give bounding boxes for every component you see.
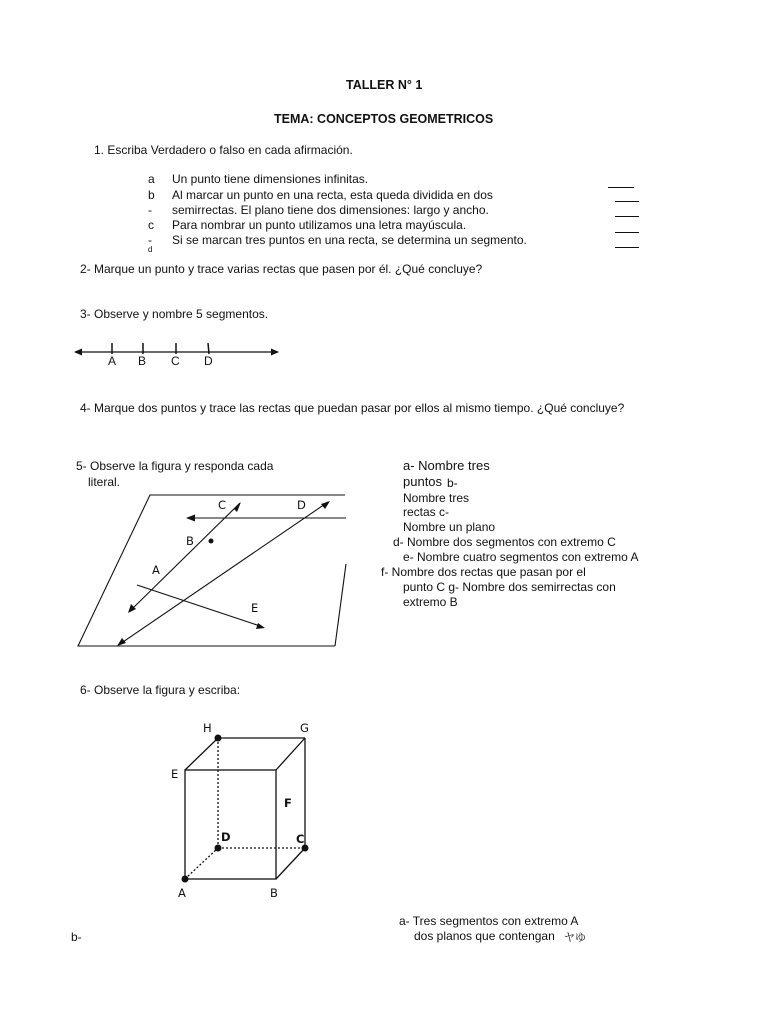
q1-item-text: Para nombrar un punto utilizamos una letra mayúscula. <box>172 218 467 232</box>
q1-item-text: Un punto tiene dimensiones infinitas. <box>172 172 369 186</box>
q6-literal-b-marker: b- <box>71 930 82 944</box>
cube-label-b: B <box>270 886 278 900</box>
cube-label-f: F <box>284 796 292 810</box>
figure-label-b: B <box>186 534 194 548</box>
q1-item-marker: b <box>148 188 155 202</box>
cube-label-c: C <box>296 832 305 846</box>
q5-literal-c-cont: Nombre un plano <box>403 520 496 534</box>
q1-item-marker: - <box>148 203 152 217</box>
q1-item-text: Al marcar un punto en una recta, esta queda dividida en dos <box>172 188 493 202</box>
page-subtitle: TEMA: CONCEPTOS GEOMETRICOS <box>274 112 494 126</box>
figure-label-d: D <box>297 498 306 512</box>
cube-figure <box>170 730 320 890</box>
plane-figure <box>70 488 355 653</box>
q6-literal-b: dos planos que contengan <box>414 929 555 943</box>
q5-literal-e: e- Nombre cuatro segmentos con extremo A <box>403 550 639 564</box>
q5-literal-a-cont: puntos <box>403 474 443 489</box>
answer-blank[interactable] <box>615 216 639 217</box>
question-4: 4- Marque dos puntos y trace las rectas que puedan pasar por ellos al mismo tiempo. ¿Qué concluye? <box>80 401 625 415</box>
question-5-line-1: 5- Observe la figura y responda cada <box>76 459 274 473</box>
q5-literal-d: d- Nombre dos segmentos con extremo C <box>393 535 616 549</box>
question-5-line-2: literal. <box>88 475 121 489</box>
answer-blank[interactable] <box>615 232 639 233</box>
q6-literal-a: a- Tres segmentos con extremo A <box>399 914 579 928</box>
point-label-b: B <box>138 354 147 368</box>
point-label-a: A <box>108 354 117 368</box>
question-6: 6- Observe la figura y escriba: <box>80 683 241 697</box>
q5-literal-b: Nombre tres <box>403 491 470 505</box>
q1-item-marker: c <box>148 218 154 232</box>
figure-label-e: E <box>251 601 259 615</box>
answer-blank[interactable] <box>615 247 639 248</box>
point-label-d: D <box>204 354 213 368</box>
arrowhead-left <box>74 349 82 356</box>
q5-literal-b-marker: b- <box>447 476 458 490</box>
q5-literal-c: rectas c- <box>403 505 450 519</box>
q1-item-marker: a <box>148 172 155 186</box>
point-label-c: C <box>171 354 180 368</box>
cube-label-e: E <box>171 767 179 781</box>
q1-extra-marker: d <box>148 245 153 252</box>
q1-item-marker: - <box>148 233 152 247</box>
cube-label-h: H <box>203 721 212 735</box>
figure-label-c: C <box>218 498 227 512</box>
arrowhead-right <box>271 349 279 356</box>
q5-literal-f-cont: punto C g- Nombre dos semirrectas con <box>403 580 616 594</box>
q5-literal-f: f- Nombre dos rectas que pasan por el <box>381 565 586 579</box>
tick-d <box>208 343 209 354</box>
point-b <box>209 539 214 544</box>
question-1: 1. Escriba Verdadero o falso en cada afirmación. <box>94 143 353 157</box>
answer-blank[interactable] <box>608 187 634 188</box>
vertex-h <box>215 735 222 742</box>
q1-item-text: Si se marcan tres puntos en una recta, se determina un segmento. <box>172 233 527 247</box>
cube-label-d: D <box>221 830 231 844</box>
question-3: 3- Observe y nombre 5 segmentos. <box>80 307 269 321</box>
q5-literal-g-cont: extremo B <box>403 595 458 609</box>
question-2: 2- Marque un punto y trace varias rectas que pasen por él. ¿Qué concluye? <box>80 262 483 276</box>
q1-item-text: semirrectas. El plano tiene dos dimensiones: largo y ancho. <box>172 203 489 217</box>
vertex-d <box>215 845 222 852</box>
cube-label-g: G <box>300 721 309 735</box>
answer-blank[interactable] <box>615 201 639 202</box>
cube-label-a: A <box>178 886 186 900</box>
q6-literal-b-symbols: ヤゆ <box>564 931 586 944</box>
q5-literal-a: a- Nombre tres <box>403 458 490 473</box>
vertex-a <box>182 876 189 883</box>
page-title: TALLER N° 1 <box>346 78 423 92</box>
figure-label-a: A <box>152 563 160 577</box>
